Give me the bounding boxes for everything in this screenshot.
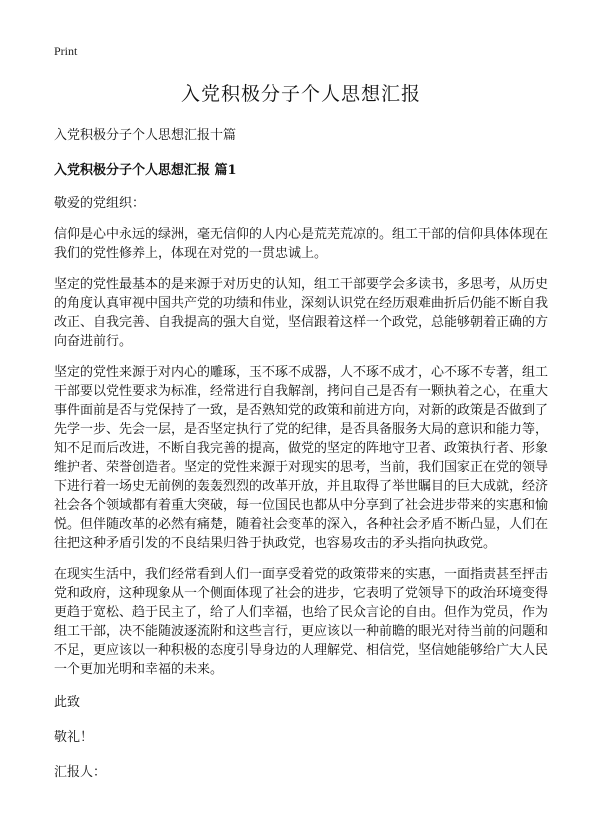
paragraph-1: 信仰是心中永远的绿洲，毫无信仰的人内心是荒芜荒凉的。组工干部的信仰具体体现在我们的党性修养上，体现在对党的一贯忠诚上。 — [54, 227, 549, 261]
closing-regards: 此致 — [54, 695, 81, 710]
section-heading: 入党积极分子个人思想汇报 篇1 — [54, 163, 237, 178]
paragraph-2: 坚定的党性最基本的是来源于对历史的认知，组工干部要学会多读书，多思考，从历史的角度认真审视中国共产党的功绩和伟业，深刻认识党在经历艰难曲折后仍能不断自我改正、自我完善、自我提高的强大自觉，坚信跟着这样一个政党，总能够朝着正确的方向奋进前行。 — [54, 277, 549, 349]
closing-salute: 敬礼！ — [54, 730, 94, 745]
document-title: 入党积极分子个人思想汇报 — [180, 83, 421, 105]
paragraph-3: 坚定的党性来源于对内心的雕琢，玉不琢不成器，人不琢不成才，心不琢不专著，组工干部要以党性要求为标准，经常进行自我解剖，拷问自己是否有一颗执着之心，在重大事件面前是否与党保持了一致，是否熟知党的政策和前进方向，对新的政策是否做到了先学一步、先会一层，是否坚定执行了党的纪律，是否具备服务大局的意识和能力等，知不足而后改进，不断自我完善的提高，做党的坚定的阵地守卫者、政策执行者、形象维护者、荣誉创造者。坚定的党性来源于对现实的思考，当前，我们国家正在党的领导下进行着一场史无前例的轰轰烈烈的改革开放，并且取得了举世瞩目的巨大成就，经济社会各个领域都有着重大突破，每一位国民也都从中分享到了社会进步带来的实惠和愉悦。但伴随改革的必然有痛楚，随着社会变革的深入，各种社会矛盾不断凸显，人们在往把这种矛盾引发的不良结果归咎于执政党，也容易攻击的矛头指向执政党。 — [54, 365, 549, 551]
paragraph-4: 在现实生活中，我们经常看到人们一面享受着党的政策带来的实惠，一面指责甚至抨击党和政府，这种现象从一个侧面体现了社会的进步，它表明了党领导下的政治环境变得更趋于宽松、趋于民主了，给了人们幸福，也给了民众言论的自由。但作为党员，作为组工干部，决不能随波逐流附和这些言行，更应该以一种前瞻的眼光对待当前的问题和不足，更应该以一种积极的态度引导身边的人理解党、相信党，坚信她能够给广大人民一个更加光明和幸福的未来。 — [54, 567, 549, 677]
signature-label: 汇报人： — [54, 765, 107, 780]
document-subtitle: 入党积极分子个人思想汇报十篇 — [54, 128, 237, 143]
salutation: 敬爱的党组织： — [54, 196, 146, 211]
print-link[interactable]: Print — [54, 44, 78, 58]
